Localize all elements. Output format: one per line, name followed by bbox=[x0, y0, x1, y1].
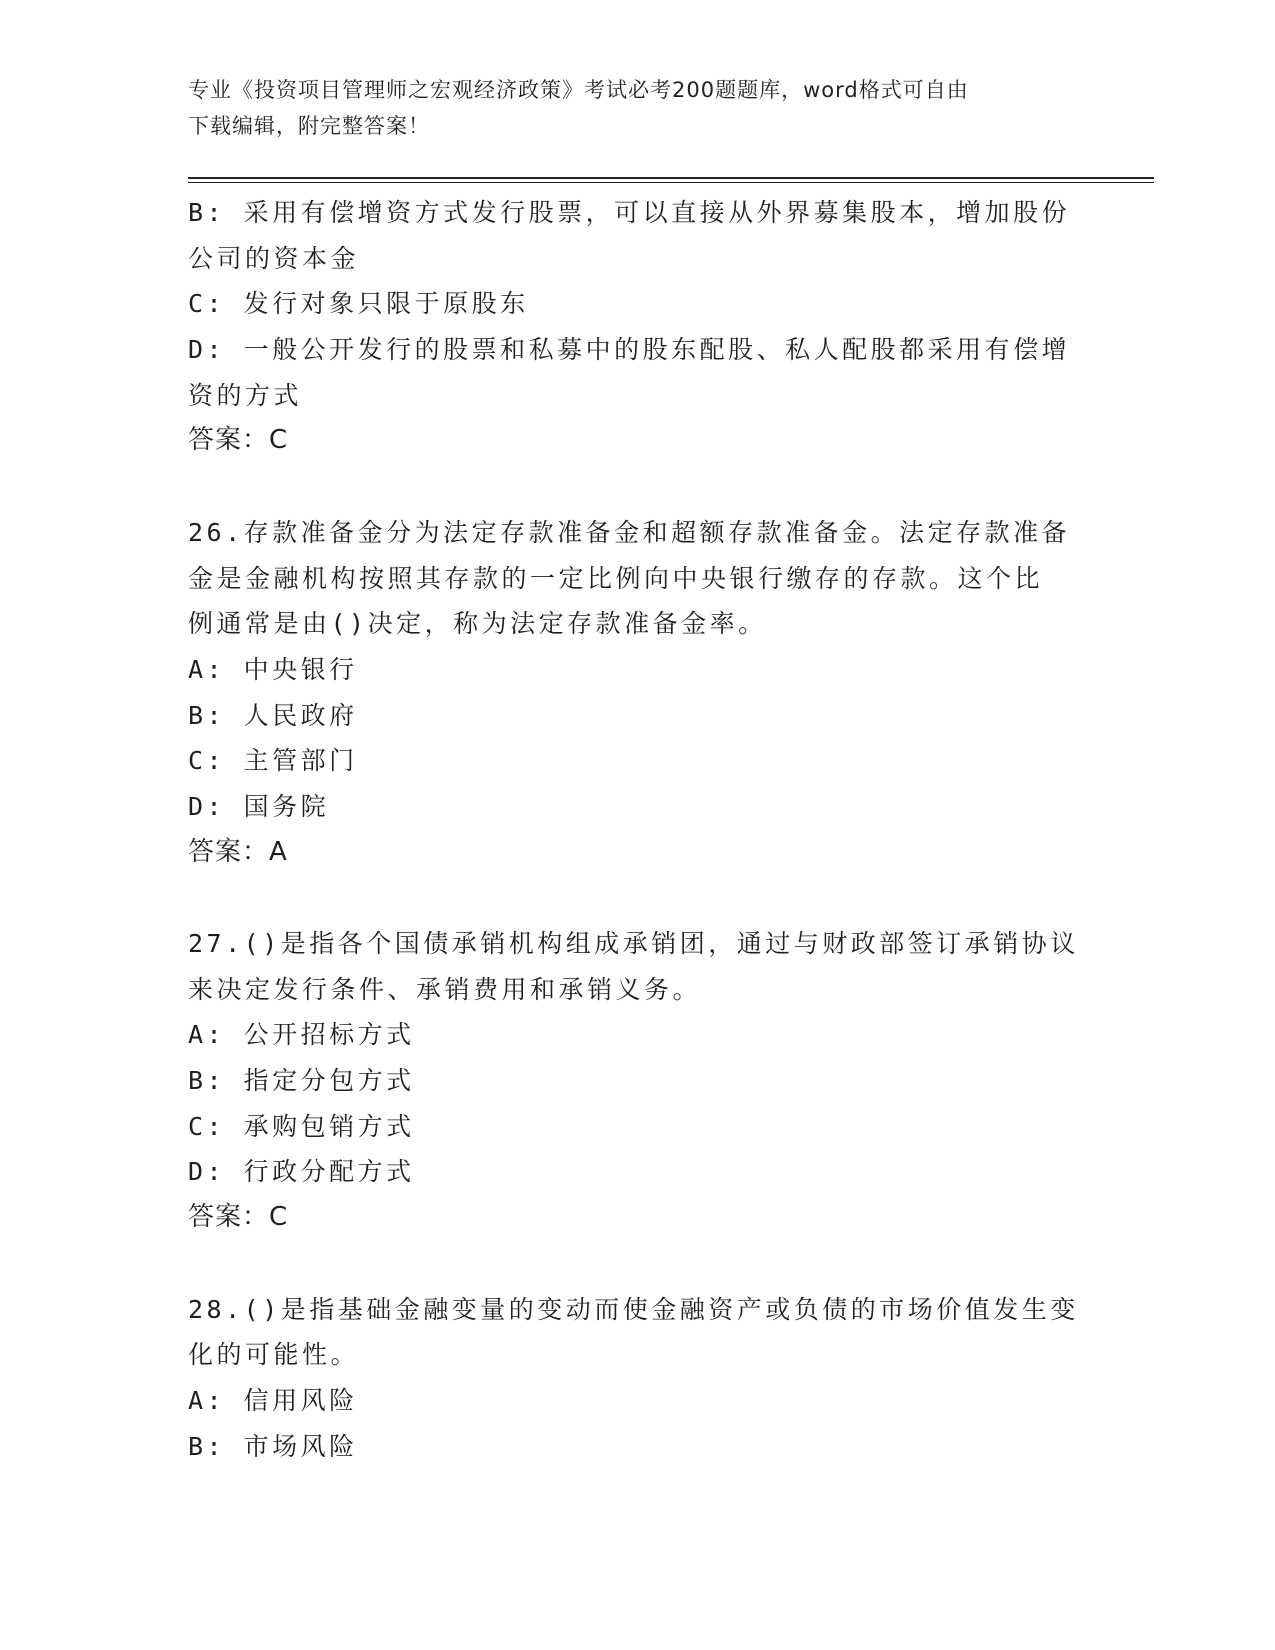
question-text-line: 化的可能性。 bbox=[188, 1340, 360, 1370]
question-text-line: B: 人民政府 bbox=[188, 700, 358, 730]
question-block bbox=[188, 921, 1088, 1241]
question-text-line: D: 一般公开发行的股票和私募中的股东配股、私人配股都采用有偿增 bbox=[188, 335, 1071, 365]
question-text-line: A: 公开招标方式 bbox=[188, 1020, 415, 1050]
block-spacer bbox=[188, 464, 1088, 510]
header-divider-thick bbox=[188, 177, 1154, 179]
header-title-line-1: 专业《投资项目管理师之宏观经济政策》考试必考200题题库，word格式可自由 bbox=[188, 78, 969, 102]
question-text-line: B: 指定分包方式 bbox=[188, 1066, 415, 1096]
question-text-line: 来决定发行条件、承销费用和承销义务。 bbox=[188, 974, 702, 1004]
question-text-line: D: 国务院 bbox=[188, 791, 330, 821]
question-text-line: 27.()是指各个国债承销机构组成承销团，通过与财政部签订承销协议 bbox=[188, 929, 1079, 958]
block-spacer bbox=[188, 875, 1088, 921]
document-header bbox=[188, 72, 1068, 144]
question-text-line: 28.()是指基础金融变量的变动而使金融资产或负债的市场价值发生变 bbox=[188, 1294, 1079, 1324]
question-text-line: D: 行政分配方式 bbox=[188, 1157, 415, 1187]
question-text-line: C: 发行对象只限于原股东 bbox=[188, 289, 529, 319]
question-text-line: 资的方式 bbox=[188, 380, 303, 410]
question-text-line: C: 主管部门 bbox=[188, 746, 358, 776]
question-text-line: B: 市场风险 bbox=[188, 1431, 358, 1461]
question-text-line: 例通常是由()决定，称为法定存款准备金率。 bbox=[188, 609, 767, 639]
question-text-line: 26.存款准备金分为法定存款准备金和超额存款准备金。法定存款准备 bbox=[188, 517, 1071, 547]
question-text-line: C: 承购包销方式 bbox=[188, 1111, 415, 1141]
answer-line: 答案：A bbox=[188, 836, 288, 867]
options-block bbox=[188, 190, 1088, 464]
question-text-line: B: 采用有偿增资方式发行股票，可以直接从外界募集股本，增加股份 bbox=[188, 198, 1071, 227]
question-text-line: 金是金融机构按照其存款的一定比例向中央银行缴存的存款。这个比 bbox=[188, 563, 1044, 593]
question-list bbox=[188, 190, 1088, 1469]
question-block bbox=[188, 1287, 1088, 1470]
header-title-line-2: 下载编辑，附完整答案！ bbox=[188, 114, 430, 138]
question-text-line: 公司的资本金 bbox=[188, 243, 360, 273]
question-text-line: A: 中央银行 bbox=[188, 654, 358, 684]
question-block bbox=[188, 510, 1088, 876]
answer-line: 答案：C bbox=[188, 425, 289, 456]
header-divider-thin bbox=[188, 182, 1154, 183]
answer-line: 答案：C bbox=[188, 1202, 289, 1233]
block-spacer bbox=[188, 1241, 1088, 1287]
question-text-line: A: 信用风险 bbox=[188, 1385, 358, 1415]
